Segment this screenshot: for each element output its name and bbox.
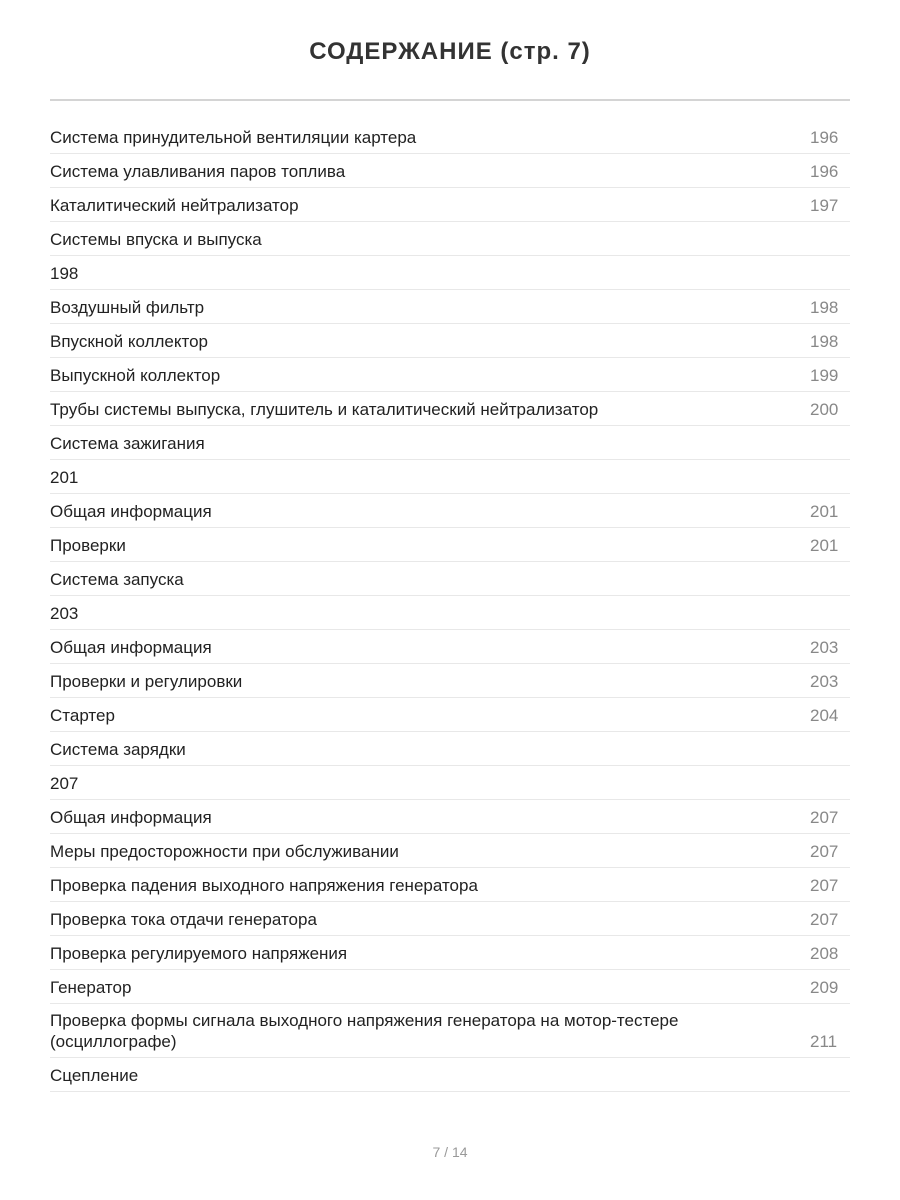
toc-entry-page-number: 207 xyxy=(810,808,839,827)
toc-entry-label: 201 xyxy=(50,468,79,487)
toc-entry[interactable] xyxy=(50,528,850,562)
toc-entry-page-number: 201 xyxy=(810,536,839,555)
toc-entry-page-number: 203 xyxy=(810,638,839,657)
toc-entry[interactable] xyxy=(50,596,850,630)
page-title: СОДЕРЖАНИЕ (стр. 7) xyxy=(309,38,591,65)
toc-entry-label: Системы впуска и выпуска xyxy=(50,230,262,249)
toc-entry-label: Общая информация xyxy=(50,502,212,521)
toc-entry-page-number: 207 xyxy=(810,910,839,929)
toc-entry[interactable] xyxy=(50,868,850,902)
toc-entry-label: Проверка тока отдачи генератора xyxy=(50,910,317,929)
toc-entry[interactable] xyxy=(50,426,850,460)
toc-entry[interactable] xyxy=(50,630,850,664)
toc-entry-label: Проверка формы сигнала выходного напряжения генератора на мотор-тестере (осциллографе) xyxy=(50,1011,679,1051)
toc-entry-page-number: 200 xyxy=(810,400,839,419)
toc-entry-label: Сцепление xyxy=(50,1066,139,1085)
toc-entry-label: 198 xyxy=(50,264,79,283)
toc-entry[interactable] xyxy=(50,324,850,358)
toc-entry[interactable] xyxy=(50,562,850,596)
toc-entry-label: Впускной коллектор xyxy=(50,332,208,351)
toc-entry-page-number: 207 xyxy=(810,876,839,895)
toc-entry[interactable] xyxy=(50,766,850,800)
toc-entry-label: Генератор xyxy=(50,978,132,997)
toc-entry-page-number: 197 xyxy=(810,196,839,215)
toc-entry-label: Стартер xyxy=(50,706,115,725)
toc-entry[interactable] xyxy=(50,222,850,256)
toc-entry-page-number: 204 xyxy=(810,706,839,725)
toc-entry[interactable] xyxy=(50,970,850,1004)
toc-entry-label: Выпускной коллектор xyxy=(50,366,221,385)
toc-entry[interactable] xyxy=(50,664,850,698)
toc-list xyxy=(50,120,850,1092)
toc-entry[interactable] xyxy=(50,902,850,936)
toc-entry-page-number: 211 xyxy=(810,1032,838,1051)
toc-entry-label: Система принудительной вентиляции картера xyxy=(50,128,417,147)
toc-entry-page-number: 198 xyxy=(810,332,839,351)
toc-entry-label: Воздушный фильтр xyxy=(50,298,205,317)
toc-entry[interactable] xyxy=(50,460,850,494)
toc-entry-page-number: 209 xyxy=(810,978,839,997)
toc-entry-label: Меры предосторожности при обслуживании xyxy=(50,842,399,861)
toc-entry[interactable] xyxy=(50,154,850,188)
toc-entry-label: 203 xyxy=(50,604,79,623)
toc-entry[interactable] xyxy=(50,732,850,766)
toc-entry-label: Система зарядки xyxy=(50,740,186,759)
toc-entry-label: Общая информация xyxy=(50,808,212,827)
toc-entry[interactable] xyxy=(50,936,850,970)
toc-entry-page-number: 201 xyxy=(810,502,839,521)
toc-entry[interactable] xyxy=(50,392,850,426)
toc-entry[interactable] xyxy=(50,800,850,834)
toc-entry-label: Проверка регулируемого напряжения xyxy=(50,944,348,963)
page-indicator: 7 / 14 xyxy=(432,1144,468,1160)
toc-entry-page-number: 196 xyxy=(810,128,839,147)
toc-entry[interactable] xyxy=(50,290,850,324)
toc-entry-label: Система зажигания xyxy=(50,434,205,453)
toc-entry[interactable] xyxy=(50,494,850,528)
toc-entry[interactable] xyxy=(50,188,850,222)
toc-entry-page-number: 203 xyxy=(810,672,839,691)
toc-entry-label: Трубы системы выпуска, глушитель и каталитический нейтрализатор xyxy=(50,400,599,419)
toc-entry[interactable] xyxy=(50,358,850,392)
toc-entry[interactable] xyxy=(50,1058,850,1092)
toc-entry-label: 207 xyxy=(50,774,79,793)
toc-entry-label: Система запуска xyxy=(50,570,184,589)
toc-entry-page-number: 198 xyxy=(810,298,839,317)
toc-entry-label: Проверка падения выходного напряжения генератора xyxy=(50,876,478,895)
toc-entry-label: Проверки и регулировки xyxy=(50,672,243,691)
toc-entry[interactable] xyxy=(50,120,850,154)
toc-entry-label: Общая информация xyxy=(50,638,212,657)
toc-entry-label: Проверки xyxy=(50,536,126,555)
toc-entry-page-number: 199 xyxy=(810,366,839,385)
toc-entry-label: Каталитический нейтрализатор xyxy=(50,196,299,215)
title-divider xyxy=(50,99,850,101)
toc-entry-page-number: 208 xyxy=(810,944,839,963)
toc-entry[interactable] xyxy=(50,1004,850,1058)
toc-entry[interactable] xyxy=(50,834,850,868)
toc-entry-label: Система улавливания паров топлива xyxy=(50,162,346,181)
toc-entry-page-number: 196 xyxy=(810,162,839,181)
toc-entry-page-number: 207 xyxy=(810,842,839,861)
toc-entry[interactable] xyxy=(50,256,850,290)
toc-entry[interactable] xyxy=(50,698,850,732)
